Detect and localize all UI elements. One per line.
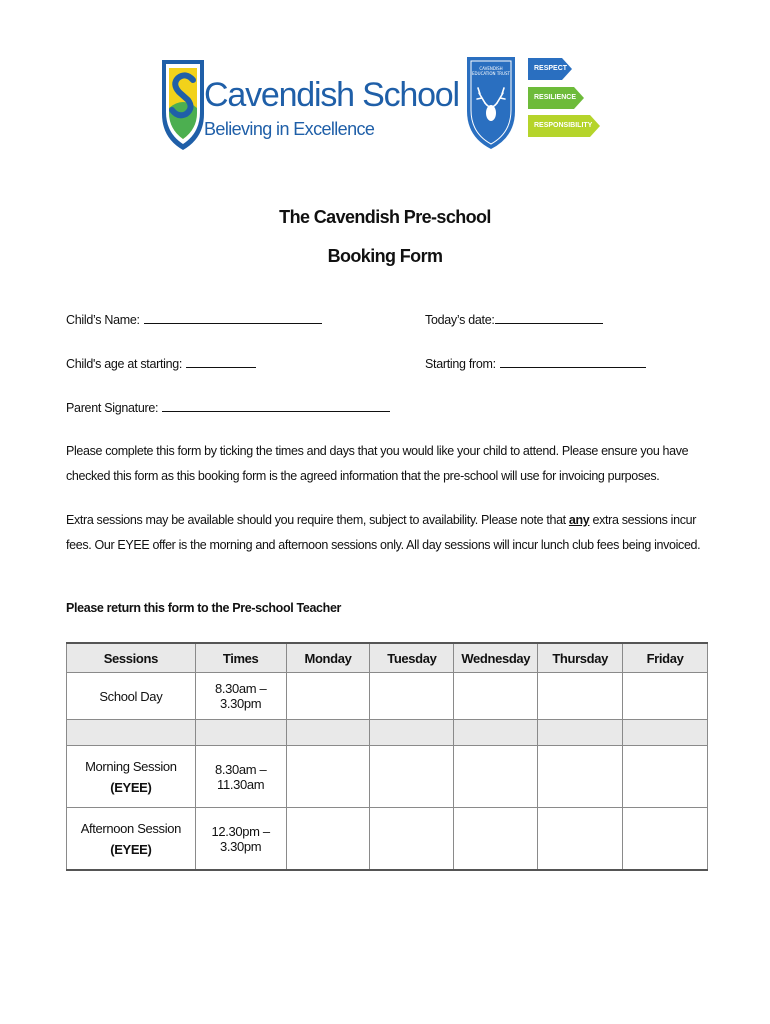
table-header-row	[67, 643, 708, 673]
value-label: RESPONSIBILITY	[534, 122, 593, 129]
value-arrow-resilience	[528, 85, 584, 111]
session-name: Afternoon Session	[80, 820, 181, 836]
tick-cell-wednesday[interactable]	[454, 746, 538, 808]
tick-cell-tuesday[interactable]	[370, 746, 454, 808]
cavendish-school-logo	[160, 56, 459, 154]
instructions-paragraph: Please complete this form by ticking the times and days that you would like your child to attend. Please ensure you have checked this form as this booking form is the agreed information that the pre-school will use for invoicing purposes.	[66, 444, 689, 483]
value-arrow-responsibility	[528, 113, 600, 139]
session-name: School Day	[67, 673, 196, 720]
session-time: 8.30am – 11.30am	[195, 746, 286, 808]
starting-from-input[interactable]	[500, 355, 646, 368]
age-at-starting-input[interactable]	[186, 355, 256, 368]
return-note: Please return this form to the Pre-school Teacher	[66, 601, 342, 615]
tick-cell-wednesday[interactable]	[454, 673, 538, 720]
session-time: 8.30am – 3.30pm	[195, 673, 286, 720]
tick-cell-friday[interactable]	[623, 746, 708, 808]
starting-from-field	[425, 355, 646, 371]
parent-signature-input[interactable]	[162, 399, 390, 412]
child-name-input[interactable]	[144, 311, 322, 324]
tick-cell-monday[interactable]	[286, 808, 370, 871]
table-row	[67, 746, 708, 808]
school-crest-icon	[160, 56, 206, 152]
session-funding: (EYEE)	[110, 779, 152, 795]
session-time: 12.30pm – 3.30pm	[195, 808, 286, 871]
table-row	[67, 808, 708, 871]
form-title: The Cavendish Pre-school	[279, 207, 491, 227]
value-label: RESILIENCE	[534, 94, 577, 101]
todays-date-field	[425, 311, 603, 327]
extra-sessions-text-cont: extra sessions incur fees. Our EYEE offer is the morning and afternoon sessions only. All day sessions will incur lunch club fees being invoiced.	[66, 513, 701, 552]
booking-table	[66, 642, 708, 871]
extra-sessions-paragraph	[66, 508, 706, 558]
value-arrow-respect	[528, 56, 572, 82]
school-name: Cavendish School	[204, 76, 459, 114]
parent-signature-field	[66, 399, 390, 415]
header-tuesday: Tuesday	[370, 643, 454, 673]
header-sessions: Sessions	[67, 643, 196, 673]
child-name-label: Child’s Name:	[66, 313, 140, 327]
child-name-field	[66, 311, 322, 327]
header-thursday: Thursday	[538, 643, 623, 673]
emphasis-any: any	[568, 513, 590, 527]
tick-cell-tuesday[interactable]	[370, 673, 454, 720]
header-wednesday: Wednesday	[454, 643, 538, 673]
todays-date-label: Today’s date:	[425, 313, 495, 327]
parent-signature-label: Parent Signature:	[66, 401, 159, 415]
session-name-cell	[67, 808, 196, 871]
tick-cell-friday[interactable]	[623, 673, 708, 720]
tick-cell-thursday[interactable]	[538, 746, 623, 808]
starting-from-label: Starting from:	[425, 357, 496, 371]
session-name: Morning Session	[85, 758, 177, 774]
school-tagline: Believing in Excellence	[204, 119, 375, 139]
tick-cell-tuesday[interactable]	[370, 808, 454, 871]
value-label: RESPECT	[534, 65, 568, 72]
table-row	[67, 673, 708, 720]
tick-cell-friday[interactable]	[623, 808, 708, 871]
header-times: Times	[195, 643, 286, 673]
cavendish-trust-logo	[465, 55, 605, 155]
age-at-starting-field	[66, 355, 256, 371]
tick-cell-thursday[interactable]	[538, 673, 623, 720]
tick-cell-wednesday[interactable]	[454, 808, 538, 871]
table-spacer-row	[67, 720, 708, 746]
trust-name: CAVENDISH EDUCATION TRUST	[472, 66, 510, 76]
extra-sessions-text: Extra sessions may be available should you require them, subject to availability. Please note that	[66, 513, 569, 527]
session-name-cell	[67, 746, 196, 808]
todays-date-input[interactable]	[495, 311, 603, 324]
header-friday: Friday	[623, 643, 708, 673]
header-monday: Monday	[286, 643, 370, 673]
tick-cell-monday[interactable]	[286, 746, 370, 808]
session-funding: (EYEE)	[110, 841, 152, 857]
tick-cell-monday[interactable]	[286, 673, 370, 720]
age-at-starting-label: Child's age at starting:	[66, 357, 183, 371]
tick-cell-thursday[interactable]	[538, 808, 623, 871]
form-subtitle: Booking Form	[327, 246, 443, 266]
